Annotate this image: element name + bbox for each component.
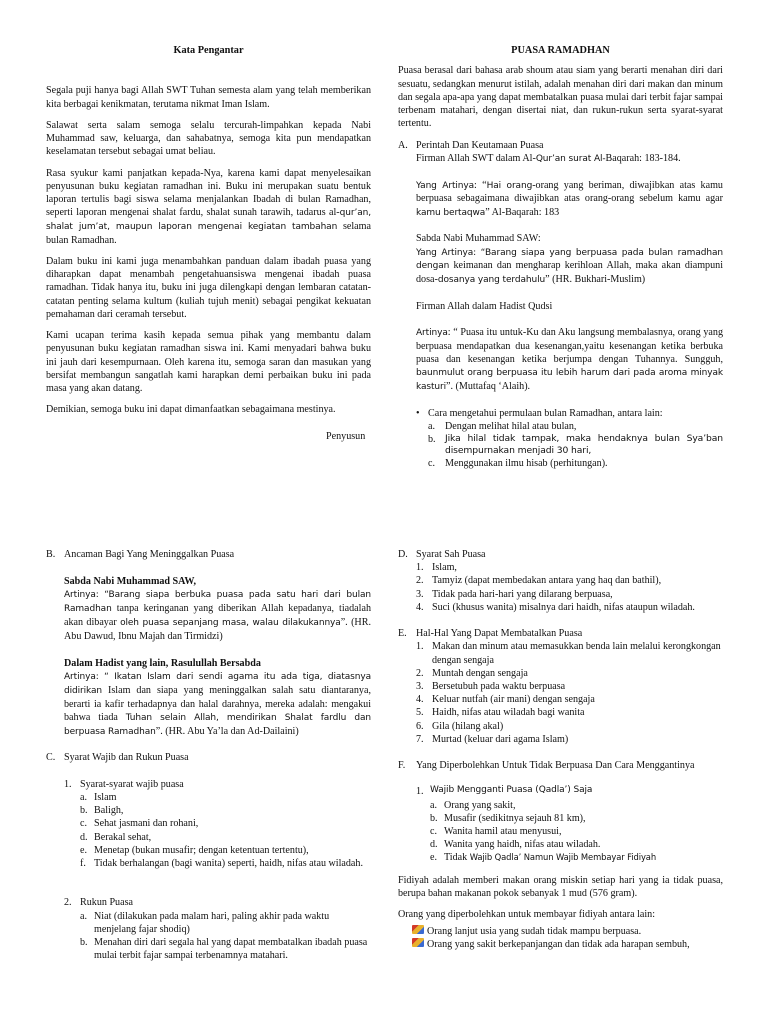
kata-pengantar-title: Kata Pengantar (173, 45, 244, 56)
section-d-heading: D. Syarat Sah Puasa (398, 549, 486, 560)
fidiyah-intro: Orang yang diperbolehkan untuk membayar fidiyah antara lain: (398, 909, 656, 921)
section-c-heading: C. Syarat Wajib dan Rukun Puasa (46, 751, 189, 763)
kp-paragraph-6: Demikian, semoga buku ini dapat dimanfaatkan sebagaimana mestinya. (46, 404, 336, 416)
sabda-title: Sabda Nabi Muhammad SAW: (416, 233, 541, 245)
list-item: a. Niat (dilakukan pada malam hari, paling akhir pada waktu menjelang fajar shodiq) (80, 910, 330, 935)
list-item: a. Dengan melihat hilal atau bulan, (428, 421, 577, 433)
list-item: 1. Makan dan minum atau memasukkan benda lain melalui kerongkongan dengan sengaja (416, 641, 721, 666)
a-artinya: Yang Artinya: “Hai orang-orang yang beriman, diwajibkan atas kamu berpuasa sebagaimana diwajibkan atas orang-orang sebelum kamu agar kamu bertaqwa” Al-Baqarah: 183 (416, 179, 723, 218)
kp-paragraph-4: Dalam buku ini kami juga menambahkan panduan dalam ibadah puasa yang diharapkan dapat menambah pengetahuansiswa mengenai ibadah puasa ramadhan. Tidak hanya itu, buku ini juga dilengkapi dengan lembaran catatan-catatan penting selama kultum (kuliah tujuh menit) sebagai pengikat kekuatan pemahaman dari ceramah tersebut. (46, 256, 371, 320)
sabda-artinya: Yang Artinya: “Barang siapa yang berpuasa pada bulan ramadhan dengan keimanan dan mengharap kerihloan Allah, maka akan diampuni dosa-dosanya yang terdahulu” (HR. Bukhari-Muslim) (416, 247, 723, 286)
list-item: 2. Tamyiz (dapat membedakan antara yang haq dan bathil), (416, 575, 662, 587)
list-item: c. Menggunakan ilmu hisab (perhitungan). (428, 458, 608, 470)
section-a-heading: A. Perintah Dan Keutamaan Puasa (398, 139, 544, 151)
c-subheading-1: 1. Syarat-syarat wajib puasa (64, 778, 184, 790)
list-item: f. Tidak berhalangan (bagi wanita) seperti, haidh, nifas atau wiladah. (80, 858, 363, 870)
list-item: e. Tidak Wajib Qadla’ Namun Wajib Membayar Fidiyah (430, 852, 657, 864)
list-item: Orang yang sakit berkepanjangan dan tidak ada harapan sembuh, (412, 938, 723, 951)
b-hadist-artinya: Artinya: “ Ikatan Islam dari sendi agama itu ada tiga, diatasnya didirikan Islam dan siapa yang meninggalkan salah satu diantaranya, berarti ia kafir terhadapnya dan halal darahnya, mereka adalah: mengakui bahwa tiada Tuhan selain Allah, mendirikan Shalat fardlu dan berpuasa Ramadhan”. (HR. Abu Ya’la dan Ad-Dailaini) (64, 672, 371, 737)
f-subheading-1: 1. Wajib Mengganti Puasa (Qadla’) Saja (416, 785, 593, 798)
list-item: 2. Muntah dengan sengaja (416, 667, 528, 679)
kp-signature: Penyusun (326, 431, 366, 443)
a-firman: Firman Allah SWT dalam Al-Qur’an surat Al-Baqarah: 183-184. (416, 152, 681, 164)
fidiyah-paragraph: Fidiyah adalah memberi makan orang miskin setiap hari yang ia tidak puasa, berupa bahan makanan pokok sebanyak 1 mud (576 gram). (398, 874, 723, 899)
section-b-heading: B. Ancaman Bagi Yang Meninggalkan Puasa (46, 549, 235, 560)
list-item: a. Islam (80, 792, 117, 803)
list-item: 6. Gila (hilang akal) (416, 720, 504, 732)
cara-bullet: • Cara mengetahui permulaan bulan Ramadhan, antara lain: (416, 407, 663, 419)
list-item: 3. Tidak pada hari-hari yang dilarang berpuasa, (416, 588, 613, 600)
list-item: d. Wanita yang haidh, nifas atau wiladah. (430, 839, 601, 851)
list-item: c. Wanita hamil atau menyusui, (430, 825, 562, 837)
section-d-e-f (398, 548, 723, 952)
list-item: Orang lanjut usia yang sudah tidak mampu berpuasa. (412, 925, 723, 938)
list-item: 7. Murtad (keluar dari agama Islam) (416, 733, 569, 745)
qudsi-title: Firman Allah dalam Hadist Qudsi (416, 300, 553, 312)
section-f-heading: F. Yang Diperbolehkan Untuk Tidak Berpuasa Dan Cara Menggantinya (398, 760, 695, 772)
section-e-heading: E. Hal-Hal Yang Dapat Membatalkan Puasa (398, 628, 583, 640)
arrow-bullet-icon (412, 938, 424, 947)
puasa-title: PUASA RAMADHAN (511, 45, 610, 56)
list-item: b. Menahan diri dari segala hal yang dapat membatalkan ibadah puasa mulai terbit fajar sampai terbenamnya matahari. (80, 936, 368, 962)
list-item: b. Musafir (sedikitnya sejauh 81 km), (430, 812, 586, 824)
list-item: 1. Islam, (416, 562, 457, 574)
list-item: 5. Haidh, nifas atau wiladah bagi wanita (416, 707, 585, 719)
list-item: e. Menetap (bukan musafir; dengan ketentuan tertentu), (80, 844, 309, 856)
b-sabda-title: Sabda Nabi Muhammad SAW, (64, 576, 197, 588)
qudsi-artinya: Artinya: “ Puasa itu untuk-Ku dan Aku langsung membalasnya, orang yang berpuasa mendapatkan dua kesenangan,yaitu kesenangan ketika berbuka puasa dan kesenangan ketika berjumpa dengan Tuhannya. Sungguh, baunmulut orang berpuasa itu lebih harum dari pada aroma minyak kasturi”. (Muttafaq ‘Alaih). (416, 327, 723, 393)
puasa-intro: Puasa berasal dari bahasa arab shoum atau siam yang berarti menahan diri dari sesuatu, sedangkan menurut istilah, adalah menahan diri dari makan dan minum dan segala apa-apa yang dapat membatalkan puasa mulai dari terbit fajar sampai terbenam matahari, dengan disertai niat, dan rukun-rukun serta syarat-syarat tertentu. (398, 65, 723, 130)
list-item: 4. Suci (khusus wanita) misalnya dari haidh, nifas ataupun wiladah. (416, 601, 695, 613)
kp-paragraph-3: Rasa syukur kami panjatkan kepada-Nya, karena kami dapat menyelesaikan penyusunan buku kegiatan ramadhan ini. Buku ini merupakan suatu bentuk laporan tertulis bagi siswa selama menjalankan Ibadah di bulan Ramadhan, seperti laporan mengenai shalat fardu, shalat sunah tarawih, tadarus al-qur’an, shalat jum’at, maupun laporan mengenai kegiatan tambahan selama bulan Ramadhan. (46, 167, 371, 246)
list-item: b. Baligh, (80, 805, 124, 817)
arrow-bullet-icon (412, 925, 424, 934)
list-item: 4. Keluar nutfah (air mani) dengan sengaja (416, 694, 595, 706)
kp-paragraph-5: Kami ucapan terima kasih kepada semua pihak yang membantu dalam penyusunan buku kegiatan ramadhan siswa ini. Kami menyadari bahwa buku ini jauh dari kesempurnaan. Oleh karena itu, semoga saran dan masukan yang bersifat membangun sangatlah kami harapkan demi perbaikan buku ini pada masa yang akan datang. (46, 330, 371, 394)
section-b-c (46, 548, 371, 962)
kp-paragraph-2: Salawat serta salam semoga selalu tercurah-limpahkan kepada Nabi Muhammad saw, keluarga, dan sahabatnya, semoga kita pun mendapatkan keselamatan tersebut sebagai umat beliau. (46, 119, 371, 158)
kata-pengantar-section (46, 44, 371, 444)
kp-paragraph-1: Segala puji hanya bagi Allah SWT Tuhan semesta alam yang telah memberikan kita berbagai kenikmatan, terutama nikmat Iman Islam. (46, 85, 371, 110)
puasa-ramadhan-section (398, 44, 723, 471)
c-subheading-2: 2. Rukun Puasa (64, 897, 133, 909)
list-item: c. Sehat jasmani dan rohani, (80, 818, 199, 830)
b-sabda-artinya: Artinya: “Barang siapa berbuka puasa pada satu hari dari bulan Ramadhan tanpa keringanan yang diberikan Allah kepadanya, tiadalah akan dibayar oleh puasa sepanjang masa, walau dilakukannya”. (HR. Abu Dawud, Ibnu Majah dan Tirmidzi) (64, 590, 371, 642)
list-item: b. Jika hilal tidak tampak, maka hendaknya bulan Sya’ban disempurnakan menjadi 30 hari, (428, 433, 723, 457)
b-hadist-title: Dalam Hadist yang lain, Rasulullah Bersabda (64, 658, 261, 669)
list-item: 3. Bersetubuh pada waktu berpuasa (416, 680, 566, 692)
list-item: a. Orang yang sakit, (430, 799, 516, 811)
list-item: d. Berakal sehat, (80, 831, 152, 843)
